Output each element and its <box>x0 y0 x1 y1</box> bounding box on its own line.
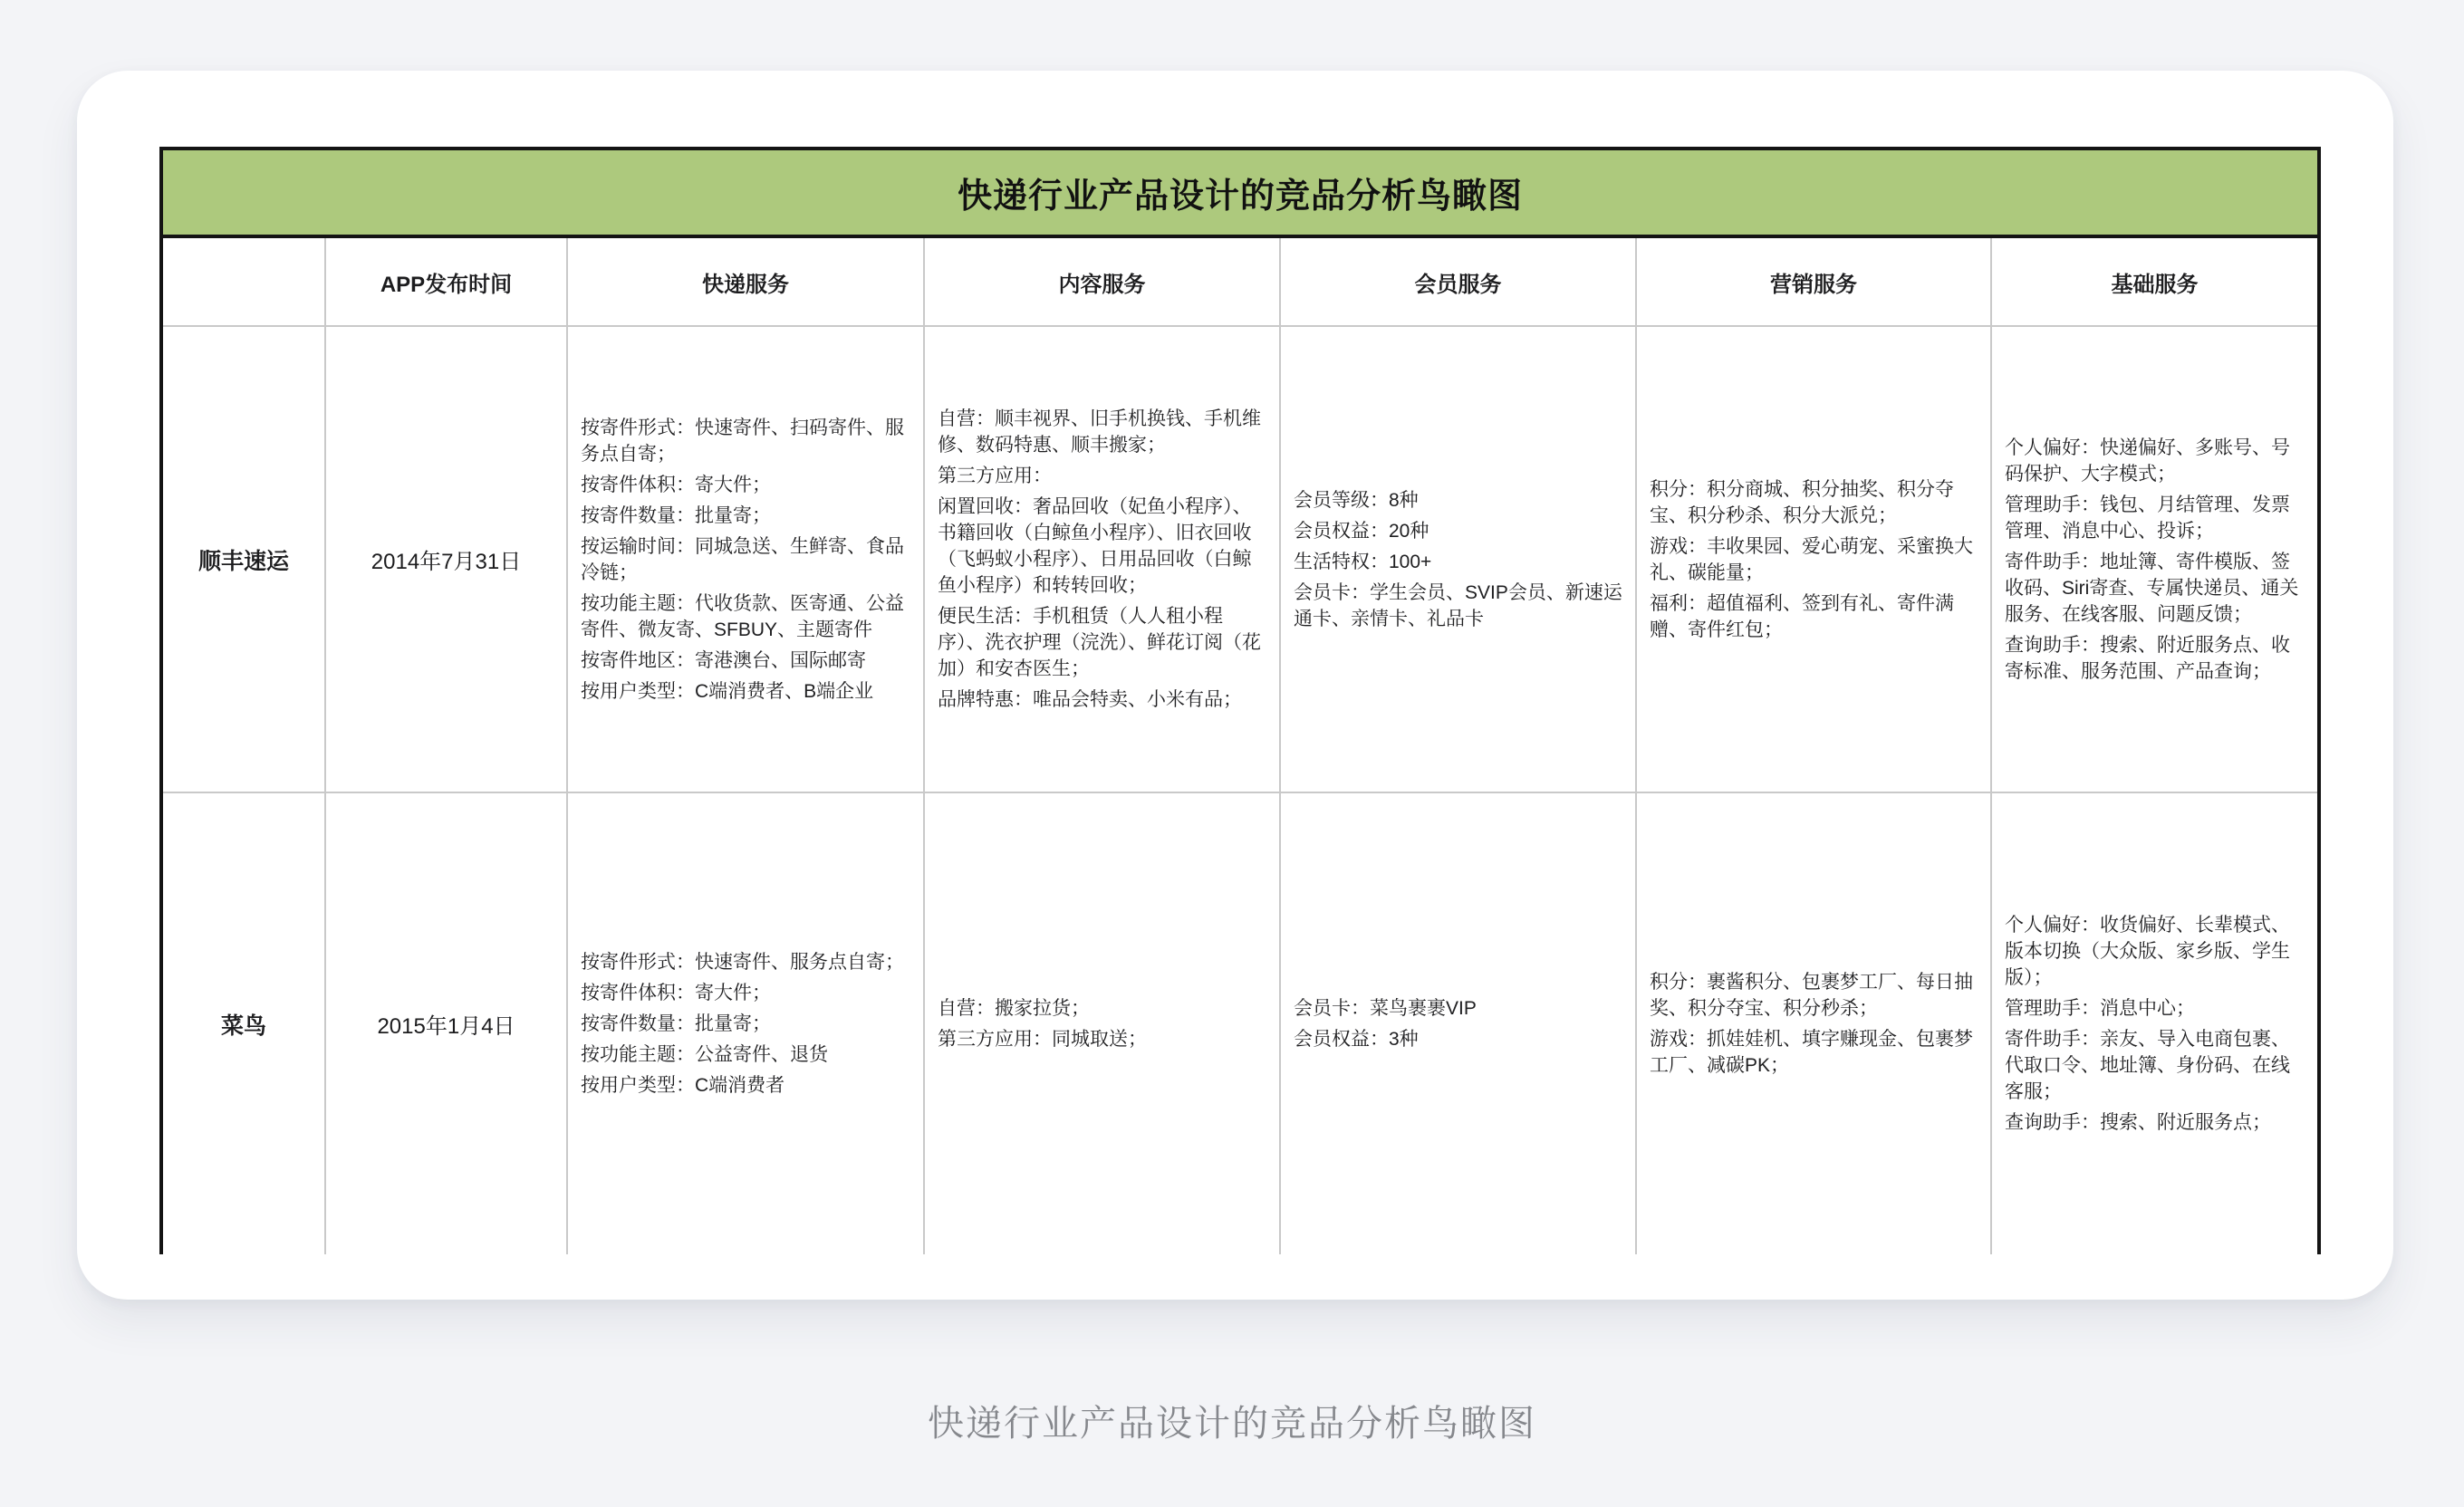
column-header-blank <box>163 238 326 327</box>
marketing-services-cell-cainiao: 积分：裹酱积分、包裹梦工厂、每日抽奖、积分夺宝、积分秒杀； 游戏：抓娃娃机、填字赚现金、包裹梦工厂、减碳PK； <box>1637 793 1992 1254</box>
column-header-content-services: 内容服务 <box>925 238 1281 327</box>
figure-caption: 快递行业产品设计的竞品分析鸟瞰图 <box>928 1404 1536 1444</box>
analysis-card <box>77 71 2393 1300</box>
basic-services-cell-sf: 个人偏好：快递偏好、多账号、号码保护、大字模式； 管理助手：钱包、月结管理、发票管理、消息中心、投诉； 寄件助手：地址簿、寄件模版、签收码、Siri寄查、专属快递员、通关服务、在线客服、问题反馈； 查询助手：搜索、附近服务点、收寄标准、服务范围、产品查询； <box>1992 327 2317 793</box>
column-header-basic-services: 基础服务 <box>1992 238 2317 327</box>
column-header-member-services: 会员服务 <box>1281 238 1637 327</box>
column-header-app-release-date: APP发布时间 <box>326 238 568 327</box>
company-name-cell-cainiao: 菜鸟 <box>163 793 326 1254</box>
express-services-cell-cainiao: 按寄件形式：快速寄件、服务点自寄； 按寄件体积：寄大件； 按寄件数量：批量寄； 按功能主题：公益寄件、退货 按用户类型：C端消费者 <box>568 793 925 1254</box>
content-services-cell-sf: 自营：顺丰视界、旧手机换钱、手机维修、数码特惠、顺丰搬家； 第三方应用： 闲置回收：奢品回收（妃鱼小程序）、书籍回收（白鲸鱼小程序）、旧衣回收（飞蚂蚁小程序）、日用品回收（白鲸鱼小程序）和转转回收； 便民生活：手机租赁（人人租小程序）、洗衣护理（浣洗）、鲜花订阅（花加）和安杏医生； 品牌特惠：唯品会特卖、小米有品； <box>925 327 1281 793</box>
member-services-cell-sf: 会员等级：8种 会员权益：20种 生活特权：100+ 会员卡：学生会员、SVIP会员、新速运通卡、亲情卡、礼品卡 <box>1281 327 1637 793</box>
company-name-cell-sf: 顺丰速运 <box>163 327 326 793</box>
table-title: 快递行业产品设计的竞品分析鸟瞰图 <box>163 150 2317 238</box>
content-services-cell-cainiao: 自营：搬家拉货； 第三方应用：同城取送； <box>925 793 1281 1254</box>
release-date-cell-sf: 2014年7月31日 <box>326 327 568 793</box>
member-services-cell-cainiao: 会员卡：菜鸟裹裹VIP 会员权益：3种 <box>1281 793 1637 1254</box>
column-header-express-services: 快递服务 <box>568 238 925 327</box>
column-header-marketing-services: 营销服务 <box>1637 238 1992 327</box>
competitor-analysis-table <box>159 147 2321 1254</box>
express-services-cell-sf: 按寄件形式：快速寄件、扫码寄件、服务点自寄； 按寄件体积：寄大件； 按寄件数量：批量寄； 按运输时间：同城急送、生鲜寄、食品冷链； 按功能主题：代收货款、医寄通、公益寄件、微友寄、SFBUY、主题寄件 按寄件地区：寄港澳台、国际邮寄 按用户类型：C端消费者、B端企业 <box>568 327 925 793</box>
release-date-cell-cainiao: 2015年1月4日 <box>326 793 568 1254</box>
marketing-services-cell-sf: 积分：积分商城、积分抽奖、积分夺宝、积分秒杀、积分大派兑； 游戏：丰收果园、爱心萌宠、采蜜换大礼、碳能量； 福利：超值福利、签到有礼、寄件满赠、寄件红包； <box>1637 327 1992 793</box>
basic-services-cell-cainiao: 个人偏好：收货偏好、长辈模式、版本切换（大众版、家乡版、学生版）； 管理助手：消息中心； 寄件助手：亲友、导入电商包裹、代取口令、地址簿、身份码、在线客服； 查询助手：搜索、附近服务点； <box>2005 915 2290 1133</box>
